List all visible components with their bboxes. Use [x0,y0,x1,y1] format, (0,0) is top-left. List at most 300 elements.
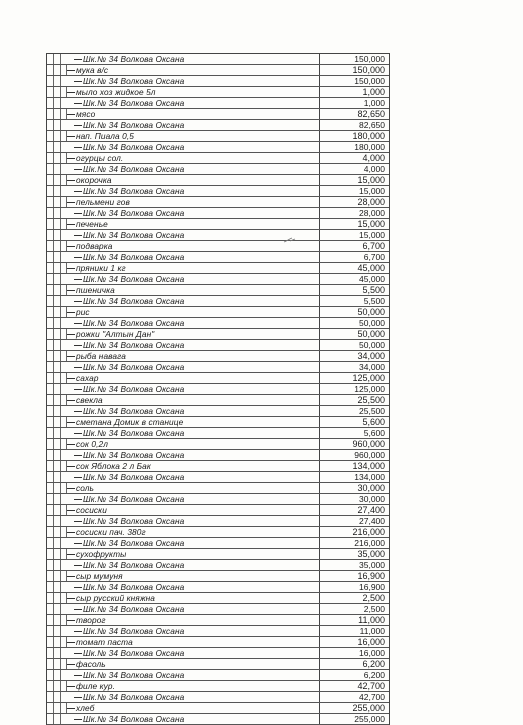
amount: 82,650 [357,109,385,119]
group-column [54,648,61,658]
school-row [47,76,389,87]
group-column [54,142,61,152]
amount: 16,000 [357,637,385,647]
recipient-name: Шк.№ 34 Волкова Оксана [67,450,320,460]
group-column [54,263,61,273]
amount: 2,500 [362,593,385,603]
amount: 960,000 [352,439,385,449]
group-column [54,87,61,97]
amount: 35,000 [359,560,385,570]
group-column [54,593,61,603]
school-row [47,538,389,549]
group-column [47,186,54,196]
group-column [47,219,54,229]
product-name: нап. Пиала 0,5 [67,131,320,141]
amount: 11,000 [359,626,385,636]
amount: 216,000 [354,538,385,548]
amount: 30,000 [359,494,385,504]
group-column [54,197,61,207]
product-name: пшеничка [67,285,320,295]
product-name: мыло хоз жидкое 5л [67,87,320,97]
amount: 34,000 [359,362,385,372]
group-column [54,637,61,647]
product-row [47,439,389,450]
product-row [47,109,389,120]
group-column [54,714,61,724]
group-column [54,560,61,570]
group-column [47,274,54,284]
group-column [54,461,61,471]
group-column [54,406,61,416]
amount: 28,000 [359,208,385,218]
group-column [54,384,61,394]
group-column [47,714,54,724]
group-column [54,241,61,251]
recipient-name: Шк.№ 34 Волкова Оксана [67,54,320,64]
product-name: творог [67,615,320,625]
group-column [47,307,54,317]
recipient-name: Шк.№ 34 Волкова Оксана [67,252,320,262]
amount: 15,000 [357,175,385,185]
product-name: сухофрукты [67,549,320,559]
group-column [54,230,61,240]
school-row [47,164,389,175]
amount: 2,500 [363,604,385,614]
amount: 27,400 [357,505,385,515]
group-column [54,450,61,460]
product-row [47,549,389,560]
group-column [47,373,54,383]
school-row [47,428,389,439]
product-name: сметана Домик в станице [67,417,320,427]
recipient-name: Шк.№ 34 Волкова Оксана [67,76,320,86]
group-column [47,318,54,328]
school-row [47,692,389,703]
amount: 150,000 [352,65,385,75]
goods-table [46,53,390,725]
group-column [47,329,54,339]
product-row [47,395,389,406]
product-row [47,307,389,318]
group-column [54,681,61,691]
school-row [47,450,389,461]
group-column [54,483,61,493]
group-column [54,274,61,284]
product-row [47,703,389,714]
group-column [47,494,54,504]
recipient-name: Шк.№ 34 Волкова Оксана [67,142,320,152]
group-column [54,109,61,119]
recipient-name: Шк.№ 34 Волкова Оксана [67,230,320,240]
group-column [47,615,54,625]
amount: 125,000 [352,373,385,383]
amount: 5,600 [362,417,385,427]
group-column [54,428,61,438]
recipient-name: Шк.№ 34 Волкова Оксана [67,538,320,548]
group-column [47,241,54,251]
group-column [47,175,54,185]
group-column [47,263,54,273]
recipient-name: Шк.№ 34 Волкова Оксана [67,318,320,328]
school-row [47,208,389,219]
group-column [54,582,61,592]
group-column [54,351,61,361]
amount: 45,000 [359,274,385,284]
product-row [47,505,389,516]
product-row [47,263,389,274]
group-column [47,582,54,592]
product-name: сыр мумуня [67,571,320,581]
school-row [47,516,389,527]
school-row [47,120,389,131]
group-column [47,472,54,482]
product-row [47,131,389,142]
product-row [47,527,389,538]
amount: 255,000 [354,714,385,724]
product-row [47,197,389,208]
group-column [47,483,54,493]
product-row [47,241,389,252]
school-row [47,406,389,417]
recipient-name: Шк.№ 34 Волкова Оксана [67,362,320,372]
product-row [47,637,389,648]
group-column [54,186,61,196]
group-column [47,197,54,207]
group-column [54,362,61,372]
group-column [47,527,54,537]
group-column [47,538,54,548]
school-row [47,670,389,681]
group-column [54,703,61,713]
group-column [47,384,54,394]
amount: 5,500 [362,285,385,295]
amount: 34,000 [357,351,385,361]
group-column [47,87,54,97]
product-name: мясо [67,109,320,119]
group-column [54,527,61,537]
product-name: рожки "Алтын Дан" [67,329,320,339]
amount: 5,600 [363,428,385,438]
product-name: фасоль [67,659,320,669]
product-name: томат паста [67,637,320,647]
amount: 1,000 [362,87,385,97]
group-column [47,340,54,350]
school-row [47,318,389,329]
product-row [47,175,389,186]
amount: 4,000 [363,164,385,174]
school-row [47,142,389,153]
recipient-name: Шк.№ 34 Волкова Оксана [67,560,320,570]
product-name: окорочка [67,175,320,185]
amount: 960,000 [354,450,385,460]
group-column [47,648,54,658]
amount: 11,000 [358,615,385,625]
group-column [47,142,54,152]
group-column [54,439,61,449]
amount: 25,500 [359,406,385,416]
group-column [54,252,61,262]
product-name: хлеб [67,703,320,713]
product-row [47,65,389,76]
group-column [54,604,61,614]
amount: 82,650 [359,120,385,130]
amount: 6,700 [362,241,385,251]
amount: 6,200 [363,670,385,680]
group-column [47,549,54,559]
product-row [47,153,389,164]
group-column [54,131,61,141]
amount: 16,000 [359,648,385,658]
group-column [47,230,54,240]
group-column [54,516,61,526]
product-name: сахар [67,373,320,383]
group-column [54,76,61,86]
group-column [54,54,61,64]
amount: 16,900 [359,582,385,592]
amount: 180,000 [352,131,385,141]
group-column [47,406,54,416]
group-column [47,76,54,86]
school-row [47,560,389,571]
amount: 216,000 [352,527,385,537]
recipient-name: Шк.№ 34 Волкова Оксана [67,604,320,614]
amount: 125,000 [354,384,385,394]
product-row [47,373,389,384]
product-name: печенье [67,219,320,229]
recipient-name: Шк.№ 34 Волкова Оксана [67,186,320,196]
school-row [47,626,389,637]
product-name: пельмени гов [67,197,320,207]
product-row [47,615,389,626]
amount: 6,700 [363,252,385,262]
amount: 16,900 [357,571,385,581]
recipient-name: Шк.№ 34 Волкова Оксана [67,494,320,504]
recipient-name: Шк.№ 34 Волкова Оксана [67,428,320,438]
group-column [47,109,54,119]
group-column [47,593,54,603]
group-column [47,571,54,581]
group-column [47,637,54,647]
group-column [47,516,54,526]
group-column [47,626,54,636]
group-column [47,417,54,427]
recipient-name: Шк.№ 34 Волкова Оксана [67,582,320,592]
amount: 180,000 [354,142,385,152]
recipient-name: Шк.№ 34 Волкова Оксана [67,274,320,284]
product-name: сок Яблока 2 л Бак [67,461,320,471]
school-row [47,252,389,263]
product-name: мука в/с [67,65,320,75]
school-row [47,186,389,197]
amount: 150,000 [354,54,385,64]
recipient-name: Шк.№ 34 Волкова Оксана [67,692,320,702]
group-column [47,670,54,680]
product-row [47,659,389,670]
amount: 6,200 [362,659,385,669]
amount: 5,500 [363,296,385,306]
group-column [54,175,61,185]
amount: 4,000 [362,153,385,163]
group-column [47,395,54,405]
group-column [54,164,61,174]
school-row [47,648,389,659]
amount: 15,000 [359,230,385,240]
school-row [47,362,389,373]
school-row [47,230,389,241]
school-row [47,340,389,351]
group-column [47,252,54,262]
group-column [54,417,61,427]
group-column [54,65,61,75]
group-column [47,296,54,306]
amount: 27,400 [359,516,385,526]
product-row [47,681,389,692]
amount: 50,000 [359,318,385,328]
recipient-name: Шк.№ 34 Волкова Оксана [67,406,320,416]
school-row [47,494,389,505]
product-row [47,351,389,362]
recipient-name: Шк.№ 34 Волкова Оксана [67,626,320,636]
product-name: сыр русский княжна [67,593,320,603]
group-column [47,505,54,515]
group-column [54,120,61,130]
group-column [54,98,61,108]
school-row [47,54,389,65]
amount: 255,000 [352,703,385,713]
group-column [54,307,61,317]
school-row [47,472,389,483]
group-column [47,362,54,372]
amount: 15,000 [357,219,385,229]
recipient-name: Шк.№ 34 Волкова Оксана [67,516,320,526]
product-row [47,329,389,340]
group-column [54,285,61,295]
group-column [47,164,54,174]
group-column [47,428,54,438]
group-column [54,329,61,339]
school-row [47,296,389,307]
product-name: соль [67,483,320,493]
recipient-name: Шк.№ 34 Волкова Оксана [67,714,320,724]
group-column [47,120,54,130]
group-column [54,626,61,636]
amount: 134,000 [354,472,385,482]
product-row [47,483,389,494]
amount: 150,000 [354,76,385,86]
recipient-name: Шк.№ 34 Волкова Оксана [67,384,320,394]
group-column [47,65,54,75]
recipient-name: Шк.№ 34 Волкова Оксана [67,340,320,350]
product-name: огурцы сол. [67,153,320,163]
recipient-name: Шк.№ 34 Волкова Оксана [67,208,320,218]
group-column [54,494,61,504]
product-row [47,219,389,230]
group-column [54,219,61,229]
group-column [47,560,54,570]
group-column [47,208,54,218]
group-column [47,439,54,449]
group-column [47,351,54,361]
group-column [47,285,54,295]
recipient-name: Шк.№ 34 Волкова Оксана [67,120,320,130]
school-row [47,98,389,109]
product-name: сок 0,2л [67,439,320,449]
amount: 50,000 [359,340,385,350]
group-column [47,703,54,713]
amount: 35,000 [357,549,385,559]
amount: 28,000 [357,197,385,207]
group-column [54,659,61,669]
group-column [54,373,61,383]
product-name: свекла [67,395,320,405]
group-column [47,450,54,460]
recipient-name: Шк.№ 34 Волкова Оксана [67,648,320,658]
group-column [54,296,61,306]
amount: 45,000 [357,263,385,273]
school-row [47,582,389,593]
school-row [47,384,389,395]
pen-mark [283,236,297,244]
product-name: сосиски [67,505,320,515]
product-row [47,571,389,582]
amount: 42,700 [357,681,385,691]
group-column [47,461,54,471]
group-column [54,472,61,482]
product-row [47,461,389,472]
group-column [54,692,61,702]
group-column [54,549,61,559]
product-row [47,417,389,428]
amount: 25,500 [357,395,385,405]
group-column [54,208,61,218]
group-column [47,54,54,64]
recipient-name: Шк.№ 34 Волкова Оксана [67,670,320,680]
group-column [47,659,54,669]
product-row [47,87,389,98]
group-column [54,340,61,350]
group-column [47,153,54,163]
group-column [47,692,54,702]
product-name: филе кур. [67,681,320,691]
group-column [54,670,61,680]
amount: 1,000 [363,98,385,108]
product-name: подварка [67,241,320,251]
group-column [47,131,54,141]
amount: 30,000 [357,483,385,493]
group-column [54,153,61,163]
group-column [47,98,54,108]
amount: 42,700 [359,692,385,702]
amount: 15,000 [359,186,385,196]
group-column [54,505,61,515]
group-column [54,318,61,328]
group-column [47,604,54,614]
product-name: рыба навага [67,351,320,361]
recipient-name: Шк.№ 34 Волкова Оксана [67,472,320,482]
group-column [54,395,61,405]
product-row [47,593,389,604]
product-row [47,285,389,296]
amount: 50,000 [357,307,385,317]
school-row [47,604,389,615]
group-column [54,615,61,625]
amount: 50,000 [357,329,385,339]
school-row [47,274,389,285]
amount: 134,000 [352,461,385,471]
recipient-name: Шк.№ 34 Волкова Оксана [67,164,320,174]
recipient-name: Шк.№ 34 Волкова Оксана [67,98,320,108]
product-name: сосиски пач. 380г [67,527,320,537]
